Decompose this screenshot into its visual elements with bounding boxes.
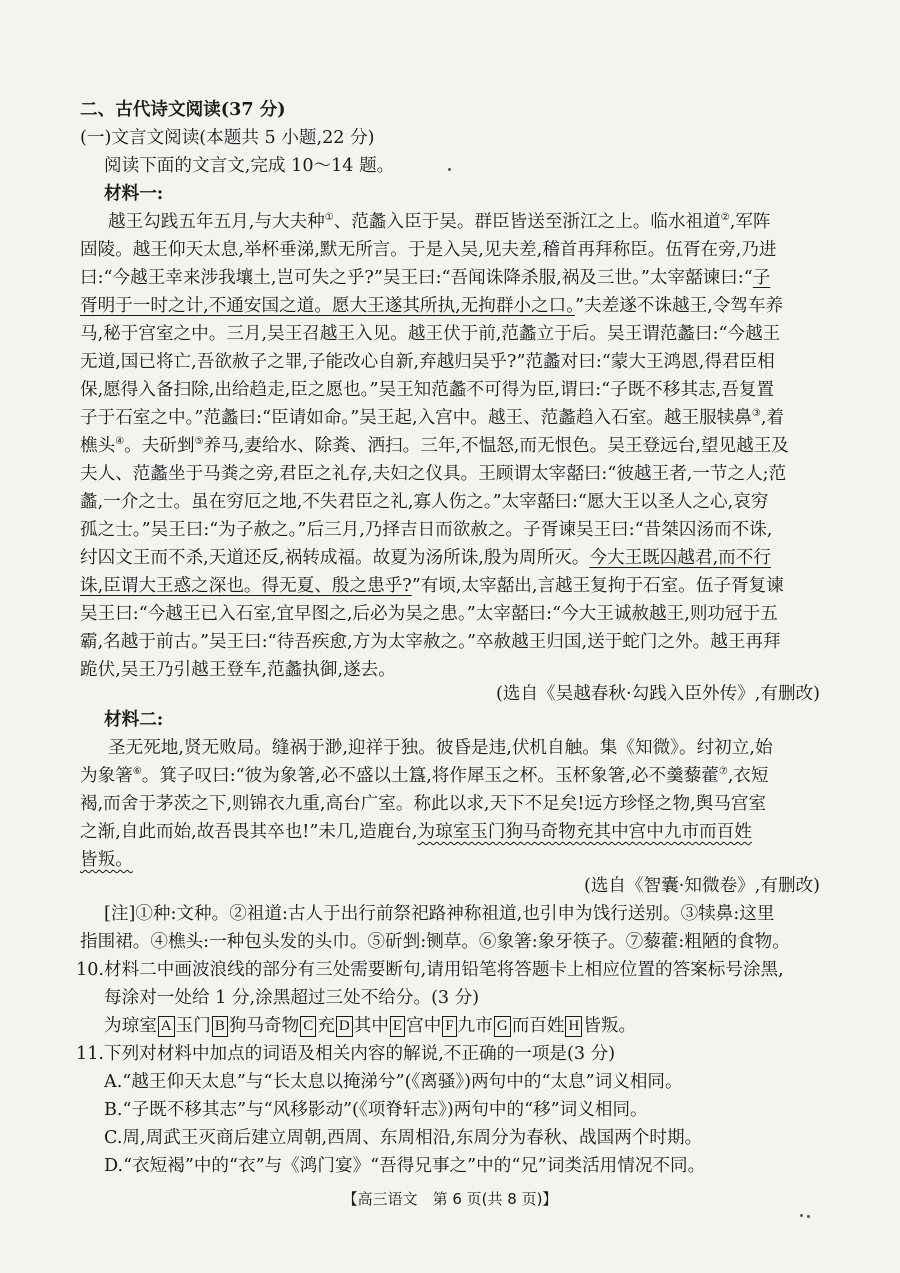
note-marker: ⑤ [194, 436, 204, 448]
material1-line: 纣囚文王而不杀,天道还反,祸转成福。故夏为汤所诛,殷为周所灭。今大王既囚越君,而不行 [80, 548, 771, 568]
q11-option-d: D.“衣短褐”中的“衣”与《鸿门宴》“吾得兄事之”中的“兄”词类活用情况不同。 [104, 1156, 706, 1176]
material2-source: (选自《智囊·知微卷》,有删改) [583, 876, 820, 896]
wavy-underlined-passage: 为琼室玉门狗马奇物充其中宫中九市而百姓 [417, 822, 752, 842]
material2-line: 圣无死地,贤无败局。缝祸于渺,迎祥于独。彼昏是违,伏机自触。集《知微》。纣初立,始 [108, 738, 773, 758]
material1-line: 夫人、范蠡坐于马粪之旁,君臣之礼存,夫妇之仪具。王顾谓太宰嚭曰:“彼越王者,一节之人;范 [80, 464, 787, 484]
material1-line: 霸,名越于前古。”吴王曰:“待吾疾愈,方为太宰赦之。”卒赦越王归国,送于蛇门之外。越王再拜 [80, 632, 781, 652]
underlined-sentence: 子 [752, 268, 771, 288]
material1-line: 跪伏,吴王乃引越王登车,范蠡执御,遂去。 [80, 660, 396, 680]
material2-line: 之渐,自此而始,故吾畏其卒也!”未几,造鹿台,为琼室玉门狗马奇物充其中宫中九市而百姓 [80, 822, 752, 842]
subsection-title: (一)文言文阅读(本题共 5 小题,22 分) [80, 128, 375, 148]
note-marker: ① [324, 212, 334, 224]
answer-box-c[interactable]: C [300, 1016, 316, 1037]
notes-line: [注]①种:文种。②祖道:古人于出行前祭祀路神称祖道,也引申为饯行送别。③犊鼻:这里 [104, 904, 775, 924]
q11-stem: 11.下列对材料中加点的词语及相关内容的解说,不正确的一项是(3 分) [76, 1044, 616, 1064]
scan-speck [448, 168, 451, 171]
q10-stem: 10.材料二中画波浪线的部分有三处需要断句,请用铅笔将答题卡上相应位置的答案标号涂黑, [76, 960, 784, 980]
material1-label: 材料一: [104, 183, 164, 204]
note-marker: ④ [115, 436, 125, 448]
material1-line: 吴王曰:“今越王已入石室,宜早图之,后必为吴之患。”太宰嚭曰:“今大王诚赦越王,则功冠于五 [80, 604, 778, 624]
material1-line: 固陵。越王仰天太息,举杯垂涕,默无所言。于是入吴,见夫差,稽首再拜称臣。伍胥在旁,乃进 [80, 240, 777, 260]
wavy-underlined-passage: 皆叛。 [80, 850, 133, 870]
answer-box-a[interactable]: A [158, 1016, 175, 1037]
note-marker: ② [720, 212, 730, 224]
material2-line: 褐,而舍于茅茨之下,则锦衣九重,高台广室。称此以求,天下不足矣!远方珍怪之物,舆马宫室 [80, 794, 767, 814]
underlined-sentence: 胥明于一时之计,不通安国之道。愿大王遂其所执,无拘群小之口。 [80, 296, 576, 316]
material1-line: 子于石室之中。”范蠡曰:“臣请如命。”吴王起,入宫中。越王、范蠡趋入石室。越王服犊鼻③,着 [80, 408, 785, 428]
material1-source: (选自《吴越春秋·勾践入臣外传》,有删改) [495, 684, 820, 704]
underlined-sentence: 诛,臣谓大王惑之深也。得无夏、殷之患乎? [80, 576, 412, 596]
scan-speck [807, 1215, 810, 1218]
material2-line [80, 846, 820, 874]
q10-stem: 每涂对一处给 1 分,涂黑超过三处不给分。(3 分) [104, 988, 480, 1008]
answer-box-e[interactable]: E [390, 1016, 405, 1037]
material1-line: 蠡,一介之士。虽在穷厄之地,不失君臣之礼,寡人伤之。”太宰嚭曰:“愿大王以圣人之心,哀穷 [80, 492, 769, 512]
answer-box-g[interactable]: G [494, 1016, 511, 1037]
note-marker: ③ [751, 408, 761, 420]
section-title: 二、古代诗文阅读(37 分) [80, 99, 286, 120]
material1-line: 诛,臣谓大王惑之深也。得无夏、殷之患乎?”有顷,太宰嚭出,言越王复拘于石室。伍子胥复谏 [80, 576, 784, 596]
page-footer: 【高三语文 第 6 页(共 8 页)】 [342, 1190, 558, 1208]
notes-line: 指围裙。④樵头:一种包头发的头巾。⑤斫剉:铡草。⑥象箸:象牙筷子。⑦藜藿:粗陋的食物。 [80, 932, 790, 952]
q11-option-b: B.“子既不移其志”与“风移影动”(《项脊轩志》)两句中的“移”词义相同。 [104, 1100, 648, 1120]
material1-line: 越王勾践五年五月,与大夫种①、范蠡入臣于吴。群臣皆送至浙江之上。临水祖道②,军阵 [108, 212, 771, 232]
q11-option-c: C.周,周武王灭商后建立周朝,西周、东周相沿,东周分为春秋、战国两个时期。 [104, 1128, 703, 1148]
answer-box-b[interactable]: B [212, 1016, 228, 1037]
material1-line: 无道,国已将亡,吾欲赦子之罪,子能改心自新,弃越归吴乎?”范蠡对曰:“蒙大王鸿恩,得君臣相 [80, 352, 775, 372]
answer-box-d[interactable]: D [336, 1016, 353, 1037]
answer-box-f[interactable]: F [442, 1016, 456, 1037]
note-marker: ⑦ [718, 766, 728, 778]
underlined-sentence: 今大王既囚越君,而不行 [589, 548, 771, 568]
material1-line: 保,愿得入备扫除,出给趋走,臣之愿也。”吴王知范蠡不可得为臣,谓曰:“子既不移其志,吾复置 [80, 380, 775, 400]
material2-line: 为象箸⑥。箕子叹曰:“彼为象箸,必不盛以土簋,将作犀玉之杯。玉杯象箸,必不羹藜藿⑦,衣短 [80, 766, 769, 786]
q11-option-a: A.“越王仰天太息”与“长太息以掩涕兮”(《离骚》)两句中的“太息”词义相同。 [104, 1072, 683, 1092]
instruction: 阅读下面的文言文,完成 10～14 题。 [104, 156, 395, 176]
material1-line: 樵头④。夫斫剉⑤养马,妻给水、除粪、洒扫。三年,不愠怒,而无恨色。吴王登远台,望见越王及 [80, 436, 789, 456]
material1-line: 胥明于一时之计,不通安国之道。愿大王遂其所执,无拘群小之口。”夫差遂不诛越王,令驾车养 [80, 296, 784, 316]
material1-line: 马,秘于宫室之中。三月,吴王召越王入见。越王伏于前,范蠡立于后。吴王谓范蠡曰:“今越王 [80, 324, 781, 344]
q10-segmented-sentence: 为琼室 A 玉门 B 狗马奇物 C 充 D 其中 E 宫中 F 九市 G 而百姓 H 皆叛。 [104, 1016, 637, 1036]
answer-box-h[interactable]: H [565, 1016, 582, 1037]
note-marker: ⑥ [132, 766, 142, 778]
scan-speck [800, 1214, 803, 1217]
material1-line: 孤之士。”吴王曰:“为子赦之。”后三月,乃择吉日而欲赦之。子胥谏吴王曰:“昔桀囚汤而不诛, [80, 520, 773, 540]
material2-label: 材料二: [104, 709, 164, 730]
material1-line: 曰:“今越王幸来涉我壤土,岂可失之乎?”吴王曰:“吾闻诛降杀服,祸及三世。”太宰嚭谏曰:“子 [80, 268, 771, 288]
